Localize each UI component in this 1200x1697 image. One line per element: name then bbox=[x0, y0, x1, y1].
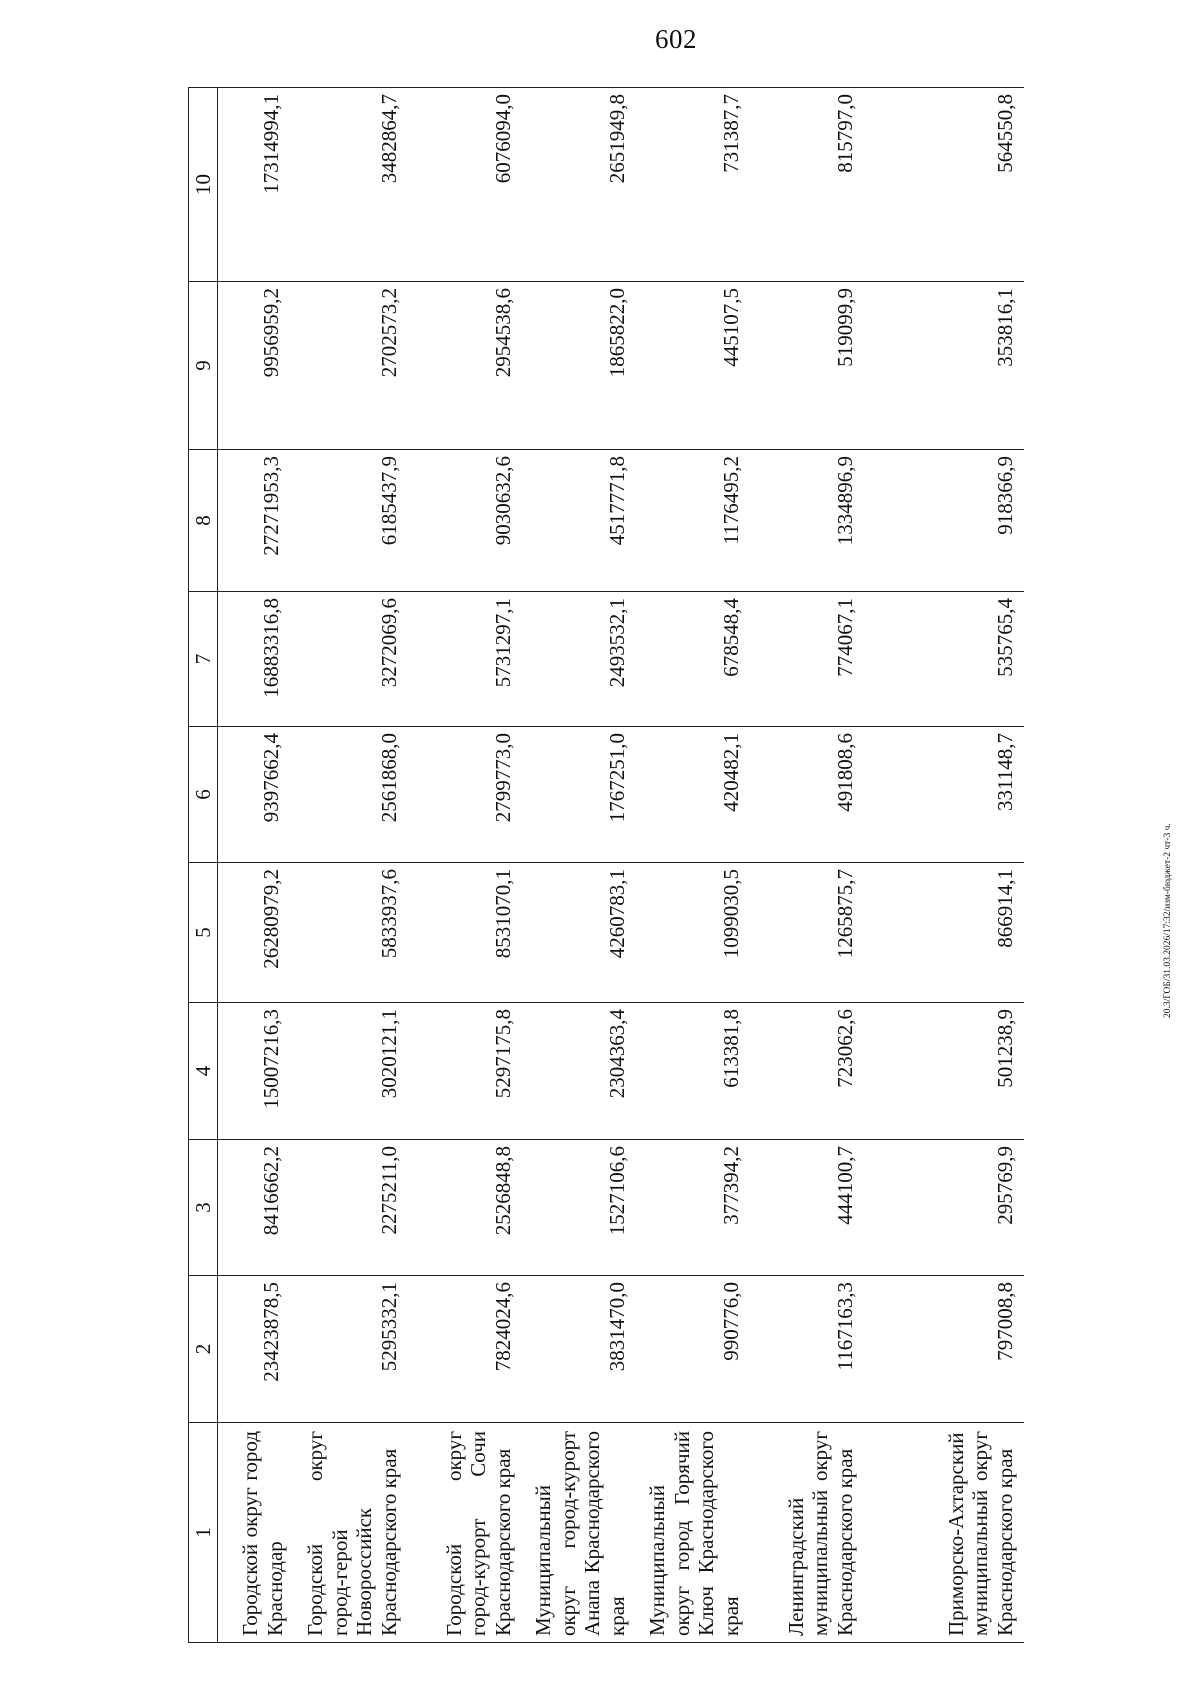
column-header: 5 bbox=[189, 863, 218, 1003]
table-row bbox=[864, 88, 1024, 1643]
table-cell: 678548,4 bbox=[636, 592, 750, 727]
table-cell: 723062,6 bbox=[750, 1003, 864, 1140]
table-cell: 774067,1 bbox=[750, 592, 864, 727]
table-cell: 3831470,0 bbox=[522, 1276, 636, 1423]
table-cell: 2651949,8 bbox=[522, 88, 636, 282]
table-cell: 2702573,2 bbox=[294, 282, 408, 450]
table-cell: 1767251,0 bbox=[522, 727, 636, 863]
footer-note: 20.3/ГОБ/31.03.2026/17:32/изм-бюджет-2 чт-3 ч. bbox=[1163, 823, 1173, 1018]
table-cell: 2493532,1 bbox=[522, 592, 636, 727]
municipality-name: Муниципальный округ город Горячий Ключ Краснодарского края bbox=[636, 1423, 750, 1643]
table-cell: 918366,9 bbox=[864, 450, 1024, 592]
table-cell: 27271953,3 bbox=[218, 450, 294, 592]
column-header: 3 bbox=[189, 1140, 218, 1276]
table-cell: 6185437,9 bbox=[294, 450, 408, 592]
table-cell: 2275211,0 bbox=[294, 1140, 408, 1276]
table-cell: 491808,6 bbox=[750, 727, 864, 863]
table-row bbox=[522, 88, 636, 1643]
table-cell: 4260783,1 bbox=[522, 863, 636, 1003]
table-cell: 2561868,0 bbox=[294, 727, 408, 863]
municipality-name: Муниципальный округ город-курорт Анапа Краснодарского края bbox=[522, 1423, 636, 1643]
table-cell: 4517771,8 bbox=[522, 450, 636, 592]
municipality-name: Городской округ город-герой Новороссийск Краснодарского края bbox=[294, 1423, 408, 1643]
table-cell: 1265875,7 bbox=[750, 863, 864, 1003]
table-row bbox=[636, 88, 750, 1643]
table-cell: 2526848,8 bbox=[408, 1140, 522, 1276]
table-cell: 3020121,1 bbox=[294, 1003, 408, 1140]
table-cell: 26280979,2 bbox=[218, 863, 294, 1003]
table-cell: 990776,0 bbox=[636, 1276, 750, 1423]
table-cell: 815797,0 bbox=[750, 88, 864, 282]
table-cell: 1176495,2 bbox=[636, 450, 750, 592]
table-cell: 731387,7 bbox=[636, 88, 750, 282]
table-cell: 420482,1 bbox=[636, 727, 750, 863]
table-cell: 17314994,1 bbox=[218, 88, 294, 282]
table-cell: 9397662,4 bbox=[218, 727, 294, 863]
table-cell: 444100,7 bbox=[750, 1140, 864, 1276]
column-header: 8 bbox=[189, 450, 218, 592]
table-cell: 5297175,8 bbox=[408, 1003, 522, 1140]
table-cell: 797008,8 bbox=[864, 1276, 1024, 1423]
table-cell: 535765,4 bbox=[864, 592, 1024, 727]
table-cell: 7824024,6 bbox=[408, 1276, 522, 1423]
table-cell: 1167163,3 bbox=[750, 1276, 864, 1423]
table-row bbox=[218, 88, 294, 1643]
column-header: 6 bbox=[189, 727, 218, 863]
municipality-name: Городской округ город Краснодар bbox=[218, 1423, 294, 1643]
table-cell: 519099,9 bbox=[750, 282, 864, 450]
table-row bbox=[408, 88, 522, 1643]
table-cell: 9956959,2 bbox=[218, 282, 294, 450]
municipality-name: Приморско-Ахтарский муниципальный округ Краснодарского края bbox=[864, 1423, 1024, 1643]
table-cell: 16883316,8 bbox=[218, 592, 294, 727]
rotated-table-wrapper bbox=[188, 88, 1068, 1643]
table-cell: 2799773,0 bbox=[408, 727, 522, 863]
table-cell: 377394,2 bbox=[636, 1140, 750, 1276]
table-cell: 15007216,3 bbox=[218, 1003, 294, 1140]
table-cell: 613381,8 bbox=[636, 1003, 750, 1140]
table-cell: 6076094,0 bbox=[408, 88, 522, 282]
table-cell: 353816,1 bbox=[864, 282, 1024, 450]
table-cell: 2304363,4 bbox=[522, 1003, 636, 1140]
table-cell: 2954538,6 bbox=[408, 282, 522, 450]
table-cell: 1334896,9 bbox=[750, 450, 864, 592]
table-cell: 8416662,2 bbox=[218, 1140, 294, 1276]
table-cell: 5731297,1 bbox=[408, 592, 522, 727]
column-header: 10 bbox=[189, 88, 218, 282]
table-cell: 866914,1 bbox=[864, 863, 1024, 1003]
table-cell: 23423878,5 bbox=[218, 1276, 294, 1423]
table-cell: 445107,5 bbox=[636, 282, 750, 450]
table-cell: 3482864,7 bbox=[294, 88, 408, 282]
table-row bbox=[294, 88, 408, 1643]
table-cell: 501238,9 bbox=[864, 1003, 1024, 1140]
table-cell: 5833937,6 bbox=[294, 863, 408, 1003]
table-cell: 1099030,5 bbox=[636, 863, 750, 1003]
table-cell: 9030632,6 bbox=[408, 450, 522, 592]
column-header: 4 bbox=[189, 1003, 218, 1140]
table-row bbox=[750, 88, 864, 1643]
column-header: 9 bbox=[189, 282, 218, 450]
table-cell: 295769,9 bbox=[864, 1140, 1024, 1276]
table-cell: 1527106,6 bbox=[522, 1140, 636, 1276]
column-header: 2 bbox=[189, 1276, 218, 1423]
table-header-row bbox=[189, 88, 218, 1643]
municipality-name: Городской округ город-курорт Сочи Краснодарского края bbox=[408, 1423, 522, 1643]
table-cell: 1865822,0 bbox=[522, 282, 636, 450]
table-cell: 331148,7 bbox=[864, 727, 1024, 863]
municipality-name: Ленинградский муниципальный округ Краснодарского края bbox=[750, 1423, 864, 1643]
page-number: 602 bbox=[655, 24, 697, 54]
table-cell: 8531070,1 bbox=[408, 863, 522, 1003]
table-cell: 3272069,6 bbox=[294, 592, 408, 727]
column-header: 1 bbox=[189, 1423, 218, 1643]
budget-table bbox=[188, 87, 1024, 1643]
table-cell: 5295332,1 bbox=[294, 1276, 408, 1423]
table-cell: 564550,8 bbox=[864, 88, 1024, 282]
column-header: 7 bbox=[189, 592, 218, 727]
